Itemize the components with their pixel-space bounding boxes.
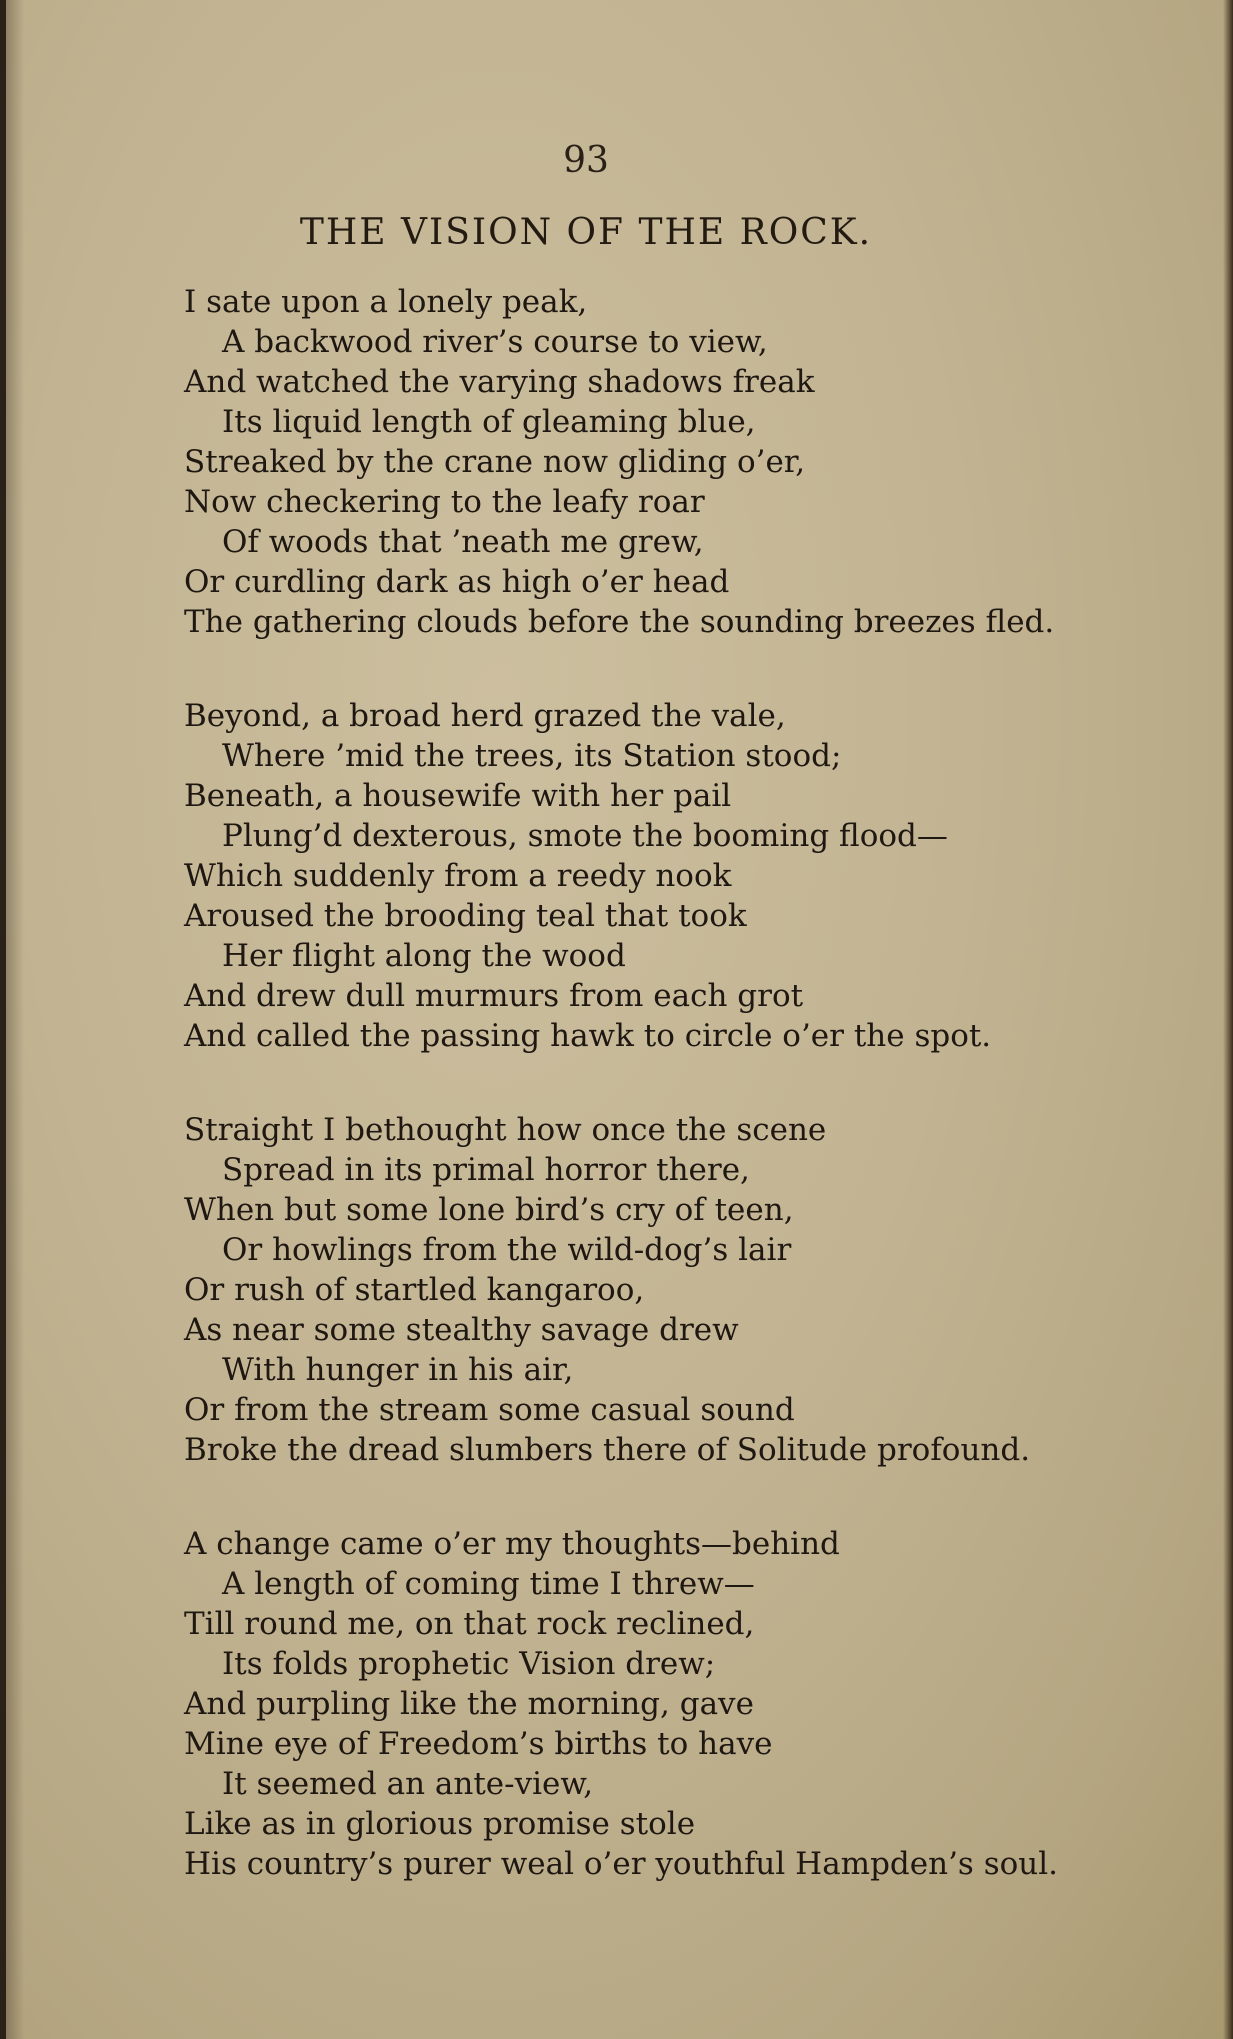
- poem-line: And watched the varying shadows freak: [184, 364, 815, 400]
- poem-line: Beyond, a broad herd grazed the vale,: [184, 698, 786, 734]
- poem-line: Or curdling dark as high o’er head: [184, 564, 730, 600]
- poem-line: Plung’d dexterous, smote the booming flood—: [222, 818, 948, 854]
- poem-line: With hunger in his air,: [222, 1352, 574, 1388]
- poem-line: A change came o’er my thoughts—behind: [184, 1526, 840, 1562]
- poem-line: Mine eye of Freedom’s births to have: [184, 1726, 773, 1762]
- poem-line: Its liquid length of gleaming blue,: [222, 404, 756, 440]
- poem-line: And purpling like the morning, gave: [184, 1686, 754, 1722]
- book-page: [6, 0, 1233, 2039]
- stanza: [184, 1110, 1084, 1470]
- page-number: 93: [563, 140, 609, 181]
- poem-line: Or howlings from the wild-dog’s lair: [222, 1232, 792, 1268]
- poem-line: Its folds prophetic Vision drew;: [222, 1646, 716, 1682]
- poem-line: Straight I bethought how once the scene: [184, 1112, 827, 1148]
- poem-line: Where ’mid the trees, its Station stood;: [222, 738, 842, 774]
- poem-line: The gathering clouds before the sounding breezes fled.: [184, 604, 1055, 640]
- poem-line: Beneath, a housewife with her pail: [184, 778, 732, 814]
- poem-line: Of woods that ’neath me grew,: [222, 524, 704, 560]
- poem-line: Till round me, on that rock reclined,: [184, 1606, 755, 1642]
- poem-line: A length of coming time I threw—: [222, 1566, 755, 1602]
- poem-line: It seemed an ante-view,: [222, 1766, 594, 1802]
- poem-line: And drew dull murmurs from each grot: [184, 978, 804, 1014]
- poem-line: His country’s purer weal o’er youthful Hampden’s soul.: [184, 1846, 1058, 1882]
- stanza: [184, 282, 1084, 642]
- poem-line: When but some lone bird’s cry of teen,: [184, 1192, 794, 1228]
- poem-line: Broke the dread slumbers there of Solitude profound.: [184, 1432, 1031, 1468]
- stanza: [184, 1524, 1084, 1884]
- poem-line: Like as in glorious promise stole: [184, 1806, 696, 1842]
- poem-line: Her flight along the wood: [222, 938, 626, 974]
- poem-line: As near some stealthy savage drew: [184, 1312, 739, 1348]
- poem-line: And called the passing hawk to circle o’er the spot.: [184, 1018, 992, 1054]
- poem-line: A backwood river’s course to view,: [222, 324, 768, 360]
- poem-line: I sate upon a lonely peak,: [184, 284, 588, 320]
- poem-line: Now checkering to the leafy roar: [184, 484, 705, 520]
- poem-line: Aroused the brooding teal that took: [184, 898, 747, 934]
- poem-title: THE VISION OF THE ROCK.: [299, 212, 873, 253]
- poem-line: Spread in its primal horror there,: [222, 1152, 750, 1188]
- poem-line: Or rush of startled kangaroo,: [184, 1272, 645, 1308]
- stanza: [184, 696, 1084, 1056]
- poem-line: Or from the stream some casual sound: [184, 1392, 795, 1428]
- poem-line: Which suddenly from a reedy nook: [184, 858, 732, 894]
- poem-line: Streaked by the crane now gliding o’er,: [184, 444, 806, 480]
- poem-body: [184, 282, 1084, 1938]
